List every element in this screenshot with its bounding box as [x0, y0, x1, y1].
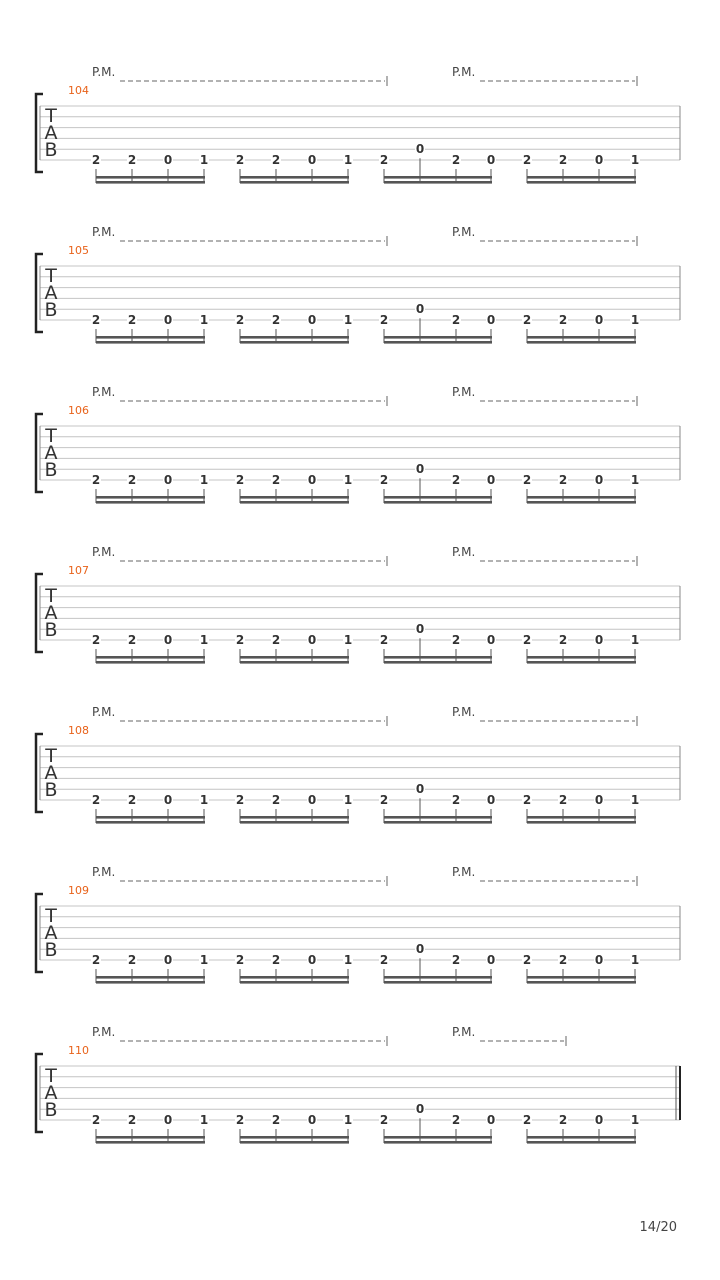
palm-mute-label: P.M.: [452, 225, 476, 239]
fret-number: 2: [235, 153, 245, 167]
beam-primary: [527, 176, 636, 179]
fret-number: 2: [91, 313, 101, 327]
fret-number: 2: [91, 953, 101, 967]
measure-number: 108: [68, 724, 89, 737]
tab-system: [36, 65, 680, 184]
beam-primary: [96, 976, 205, 979]
tab-clef-letter: T: [45, 265, 57, 287]
tab-clef-letter: T: [45, 105, 57, 127]
fret-number: 0: [486, 1113, 496, 1127]
beam-primary: [384, 976, 492, 979]
palm-mute-label: P.M.: [452, 705, 476, 719]
beam-secondary: [96, 661, 205, 664]
fret-number: 2: [271, 793, 281, 807]
tab-clef-letter: B: [44, 779, 58, 801]
beam-secondary: [527, 981, 636, 984]
beam-secondary: [240, 981, 349, 984]
fret-number: 2: [558, 1113, 568, 1127]
fret-number: 2: [127, 953, 137, 967]
fret-number: 2: [522, 313, 532, 327]
fret-number: 2: [451, 1113, 461, 1127]
measure-number: 105: [68, 244, 89, 257]
fret-number: 2: [522, 473, 532, 487]
palm-mute-label: P.M.: [92, 385, 116, 399]
fret-number: 2: [558, 313, 568, 327]
beam-primary: [527, 816, 636, 819]
beam-secondary: [384, 981, 492, 984]
fret-number: 2: [127, 153, 137, 167]
tab-clef-letter: B: [44, 299, 58, 321]
fret-number: 2: [91, 633, 101, 647]
fret-number: 0: [163, 473, 173, 487]
fret-number: 2: [271, 313, 281, 327]
beam-primary: [384, 656, 492, 659]
tab-clef-letter: B: [44, 139, 58, 161]
tab-clef-letter: T: [45, 905, 57, 927]
beam-secondary: [384, 341, 492, 344]
fret-number: 0: [594, 1113, 604, 1127]
fret-number: 2: [91, 793, 101, 807]
fret-number: 2: [522, 633, 532, 647]
tab-clef-letter: T: [45, 745, 57, 767]
beam-secondary: [384, 181, 492, 184]
fret-number: 2: [451, 153, 461, 167]
tab-clef-letter: T: [45, 1065, 57, 1087]
fret-number: 1: [343, 153, 353, 167]
beam-secondary: [240, 661, 349, 664]
fret-number: 1: [199, 153, 209, 167]
fret-number: 0: [163, 953, 173, 967]
beam-primary: [527, 976, 636, 979]
beam-secondary: [240, 181, 349, 184]
beam-secondary: [384, 501, 492, 504]
measure-number: 107: [68, 564, 89, 577]
beam-primary: [527, 1136, 636, 1139]
fret-number: 1: [630, 473, 640, 487]
measure-number: 110: [68, 1044, 89, 1057]
beam-primary: [96, 496, 205, 499]
fret-number: 2: [271, 1113, 281, 1127]
fret-number: 0: [594, 793, 604, 807]
fret-number: 0: [307, 153, 317, 167]
tab-clef-letter: A: [44, 122, 58, 144]
fret-number: 0: [415, 782, 425, 797]
fret-number: 2: [127, 633, 137, 647]
fret-number: 0: [163, 153, 173, 167]
tab-system: [36, 1025, 680, 1144]
fret-number: 0: [415, 302, 425, 317]
fret-number: 2: [235, 473, 245, 487]
beam-primary: [240, 656, 349, 659]
fret-number: 0: [486, 633, 496, 647]
beam-secondary: [384, 1141, 492, 1144]
fret-number: 0: [594, 473, 604, 487]
fret-number: 2: [235, 953, 245, 967]
fret-number: 0: [415, 142, 425, 157]
fret-number: 0: [486, 473, 496, 487]
fret-number: 0: [163, 633, 173, 647]
beam-secondary: [527, 341, 636, 344]
fret-number: 1: [630, 793, 640, 807]
beam-primary: [384, 816, 492, 819]
fret-number: 0: [163, 313, 173, 327]
beam-primary: [96, 176, 205, 179]
fret-number: 1: [630, 313, 640, 327]
fret-number: 1: [199, 633, 209, 647]
fret-number: 1: [630, 953, 640, 967]
beam-secondary: [240, 341, 349, 344]
tab-clef-letter: A: [44, 1082, 58, 1104]
tab-system: [36, 225, 680, 344]
tab-system: [36, 705, 680, 824]
beam-primary: [527, 656, 636, 659]
beam-primary: [384, 1136, 492, 1139]
fret-number: 1: [343, 313, 353, 327]
fret-number: 2: [271, 633, 281, 647]
beam-primary: [240, 336, 349, 339]
fret-number: 0: [307, 953, 317, 967]
beam-primary: [240, 1136, 349, 1139]
palm-mute-label: P.M.: [92, 545, 116, 559]
fret-number: 0: [594, 153, 604, 167]
fret-number: 0: [307, 793, 317, 807]
fret-number: 2: [451, 313, 461, 327]
beam-primary: [240, 976, 349, 979]
fret-number: 2: [558, 793, 568, 807]
fret-number: 0: [594, 313, 604, 327]
beam-primary: [384, 496, 492, 499]
tab-system: [36, 545, 680, 664]
beam-secondary: [527, 501, 636, 504]
fret-number: 2: [271, 953, 281, 967]
palm-mute-label: P.M.: [92, 225, 116, 239]
fret-number: 0: [415, 1102, 425, 1117]
fret-number: 0: [486, 793, 496, 807]
fret-number: 2: [451, 473, 461, 487]
fret-number: 0: [415, 942, 425, 957]
beam-secondary: [240, 1141, 349, 1144]
fret-number: 2: [379, 793, 389, 807]
fret-number: 0: [163, 1113, 173, 1127]
fret-number: 2: [379, 1113, 389, 1127]
fret-number: 2: [127, 313, 137, 327]
fret-number: 2: [522, 953, 532, 967]
palm-mute-label: P.M.: [92, 1025, 116, 1039]
beam-secondary: [96, 981, 205, 984]
beam-secondary: [240, 501, 349, 504]
fret-number: 2: [451, 793, 461, 807]
tab-clef-letter: T: [45, 425, 57, 447]
beam-secondary: [96, 181, 205, 184]
fret-number: 0: [594, 633, 604, 647]
fret-number: 1: [343, 473, 353, 487]
fret-number: 2: [235, 313, 245, 327]
tab-clef-letter: T: [45, 585, 57, 607]
fret-number: 2: [451, 953, 461, 967]
fret-number: 2: [379, 633, 389, 647]
fret-number: 2: [235, 633, 245, 647]
fret-number: 1: [199, 953, 209, 967]
fret-number: 1: [343, 953, 353, 967]
fret-number: 2: [235, 1113, 245, 1127]
beam-primary: [384, 176, 492, 179]
fret-number: 2: [91, 153, 101, 167]
beam-primary: [96, 816, 205, 819]
fret-number: 0: [163, 793, 173, 807]
fret-number: 2: [522, 793, 532, 807]
tab-clef-letter: B: [44, 1099, 58, 1121]
fret-number: 0: [415, 462, 425, 477]
fret-number: 2: [379, 473, 389, 487]
tab-clef-letter: A: [44, 282, 58, 304]
measure-number: 104: [68, 84, 89, 97]
palm-mute-label: P.M.: [452, 1025, 476, 1039]
fret-number: 2: [271, 473, 281, 487]
fret-number: 2: [451, 633, 461, 647]
palm-mute-label: P.M.: [92, 705, 116, 719]
beam-primary: [240, 816, 349, 819]
fret-number: 0: [486, 953, 496, 967]
beam-secondary: [96, 341, 205, 344]
beam-primary: [240, 496, 349, 499]
beam-secondary: [96, 821, 205, 824]
tab-clef-letter: B: [44, 459, 58, 481]
fret-number: 2: [91, 1113, 101, 1127]
beam-secondary: [240, 821, 349, 824]
fret-number: 0: [486, 313, 496, 327]
fret-number: 2: [558, 633, 568, 647]
palm-mute-label: P.M.: [452, 385, 476, 399]
fret-number: 2: [558, 153, 568, 167]
tab-clef-letter: A: [44, 602, 58, 624]
fret-number: 0: [307, 633, 317, 647]
beam-secondary: [384, 821, 492, 824]
fret-number: 1: [199, 793, 209, 807]
beam-primary: [384, 336, 492, 339]
fret-number: 2: [522, 153, 532, 167]
page-number: 14/20: [639, 1220, 677, 1235]
fret-number: 0: [486, 153, 496, 167]
fret-number: 2: [379, 953, 389, 967]
beam-secondary: [527, 821, 636, 824]
fret-number: 0: [415, 622, 425, 637]
beam-primary: [96, 656, 205, 659]
fret-number: 2: [558, 953, 568, 967]
fret-number: 2: [271, 153, 281, 167]
tab-clef-letter: A: [44, 442, 58, 464]
palm-mute-label: P.M.: [92, 65, 116, 79]
beam-secondary: [527, 661, 636, 664]
beam-secondary: [527, 1141, 636, 1144]
beam-secondary: [527, 181, 636, 184]
fret-number: 2: [127, 473, 137, 487]
beam-primary: [96, 336, 205, 339]
fret-number: 0: [594, 953, 604, 967]
fret-number: 1: [343, 793, 353, 807]
beam-primary: [96, 1136, 205, 1139]
beam-primary: [527, 336, 636, 339]
palm-mute-label: P.M.: [92, 865, 116, 879]
palm-mute-label: P.M.: [452, 865, 476, 879]
fret-number: 0: [307, 313, 317, 327]
fret-number: 2: [127, 1113, 137, 1127]
fret-number: 1: [630, 633, 640, 647]
beam-secondary: [96, 501, 205, 504]
fret-number: 2: [522, 1113, 532, 1127]
fret-number: 1: [343, 1113, 353, 1127]
fret-number: 1: [343, 633, 353, 647]
beam-primary: [527, 496, 636, 499]
fret-number: 1: [630, 1113, 640, 1127]
fret-number: 1: [630, 153, 640, 167]
tab-clef-letter: B: [44, 939, 58, 961]
fret-number: 2: [91, 473, 101, 487]
measure-number: 109: [68, 884, 89, 897]
fret-number: 2: [558, 473, 568, 487]
fret-number: 2: [127, 793, 137, 807]
fret-number: 2: [379, 313, 389, 327]
fret-number: 0: [307, 473, 317, 487]
fret-number: 2: [379, 153, 389, 167]
fret-number: 1: [199, 473, 209, 487]
fret-number: 0: [307, 1113, 317, 1127]
measure-number: 106: [68, 404, 89, 417]
tab-clef-letter: A: [44, 922, 58, 944]
palm-mute-label: P.M.: [452, 545, 476, 559]
beam-primary: [240, 176, 349, 179]
fret-number: 1: [199, 1113, 209, 1127]
fret-number: 2: [235, 793, 245, 807]
tab-clef-letter: B: [44, 619, 58, 641]
palm-mute-label: P.M.: [452, 65, 476, 79]
tab-clef-letter: A: [44, 762, 58, 784]
beam-secondary: [384, 661, 492, 664]
tab-system: [36, 385, 680, 504]
fret-number: 1: [199, 313, 209, 327]
beam-secondary: [96, 1141, 205, 1144]
tab-system: [36, 865, 680, 984]
